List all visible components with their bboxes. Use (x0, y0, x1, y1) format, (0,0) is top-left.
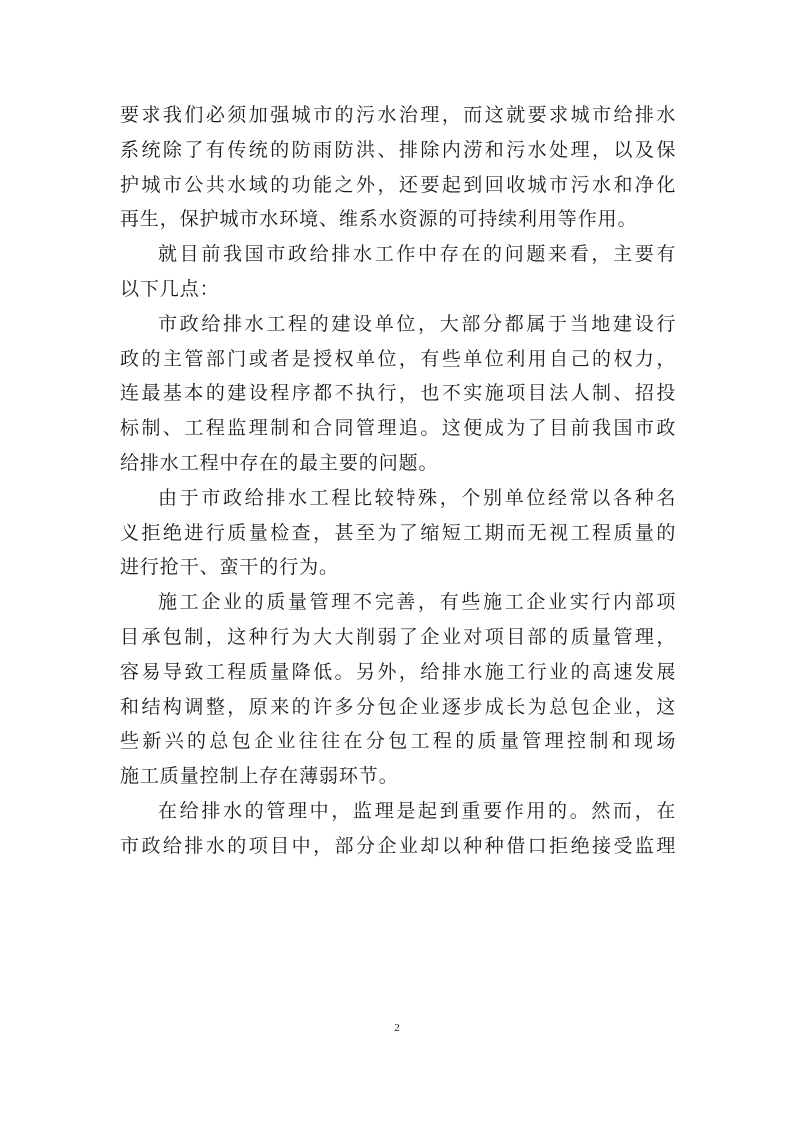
text-line: 给排水工程中存在的最主要的问题。 (120, 451, 439, 474)
text-line: 政的主管部门或者是授权单位，有些单位利用自己的权力， (120, 347, 676, 370)
text-line: 以下几点： (120, 277, 220, 300)
text-line: 和结构调整，原来的许多分包企业逐步成长为总包企业，这 (120, 695, 676, 718)
text-line: 护城市公共水域的功能之外，还要起到回收城市污水和净化 (120, 173, 676, 196)
text-line: 市政给排水工程的建设单位，大部分都属于当地建设行 (158, 312, 676, 335)
text-line: 系统除了有传统的防雨防洪、排除内涝和污水处理，以及保 (120, 138, 676, 161)
text-line: 连最基本的建设程序都不执行，也不实施项目法人制、招投 (120, 382, 676, 405)
text-line: 容易导致工程质量降低。另外，给排水施工行业的高速发展 (120, 660, 676, 683)
text-line: 施工质量控制上存在薄弱环节。 (120, 765, 399, 788)
text-line: 目承包制，这种行为大大削弱了企业对项目部的质量管理， (120, 625, 676, 648)
text-line: 就目前我国市政给排水工作中存在的问题来看，主要有 (158, 243, 676, 266)
text-line: 要求我们必须加强城市的污水治理，而这就要求城市给排水 (120, 104, 676, 126)
text-line: 在给排水的管理中，监理是起到重要作用的。然而，在 (158, 799, 676, 822)
page-number: 2 (394, 1022, 400, 1034)
text-line: 施工企业的质量管理不完善，有些施工企业实行内部项 (158, 591, 676, 614)
body-text (120, 98, 676, 864)
text-line: 再生，保护城市水环境、维系水资源的可持续利用等作用。 (120, 208, 638, 231)
text-line: 义拒绝进行质量检查，甚至为了缩短工期而无视工程质量的 (120, 521, 676, 544)
text-line: 些新兴的总包企业往往在分包工程的质量管理控制和现场 (120, 730, 676, 753)
text-line: 市政给排水的项目中，部分企业却以种种借口拒绝接受监理 (120, 834, 676, 857)
text-line: 进行抢干、蛮干的行为。 (120, 556, 339, 579)
text-line: 由于市政给排水工程比较特殊，个别单位经常以各种名 (158, 486, 676, 509)
text-line: 标制、工程监理制和合同管理追。这便成为了目前我国市政 (120, 417, 676, 440)
